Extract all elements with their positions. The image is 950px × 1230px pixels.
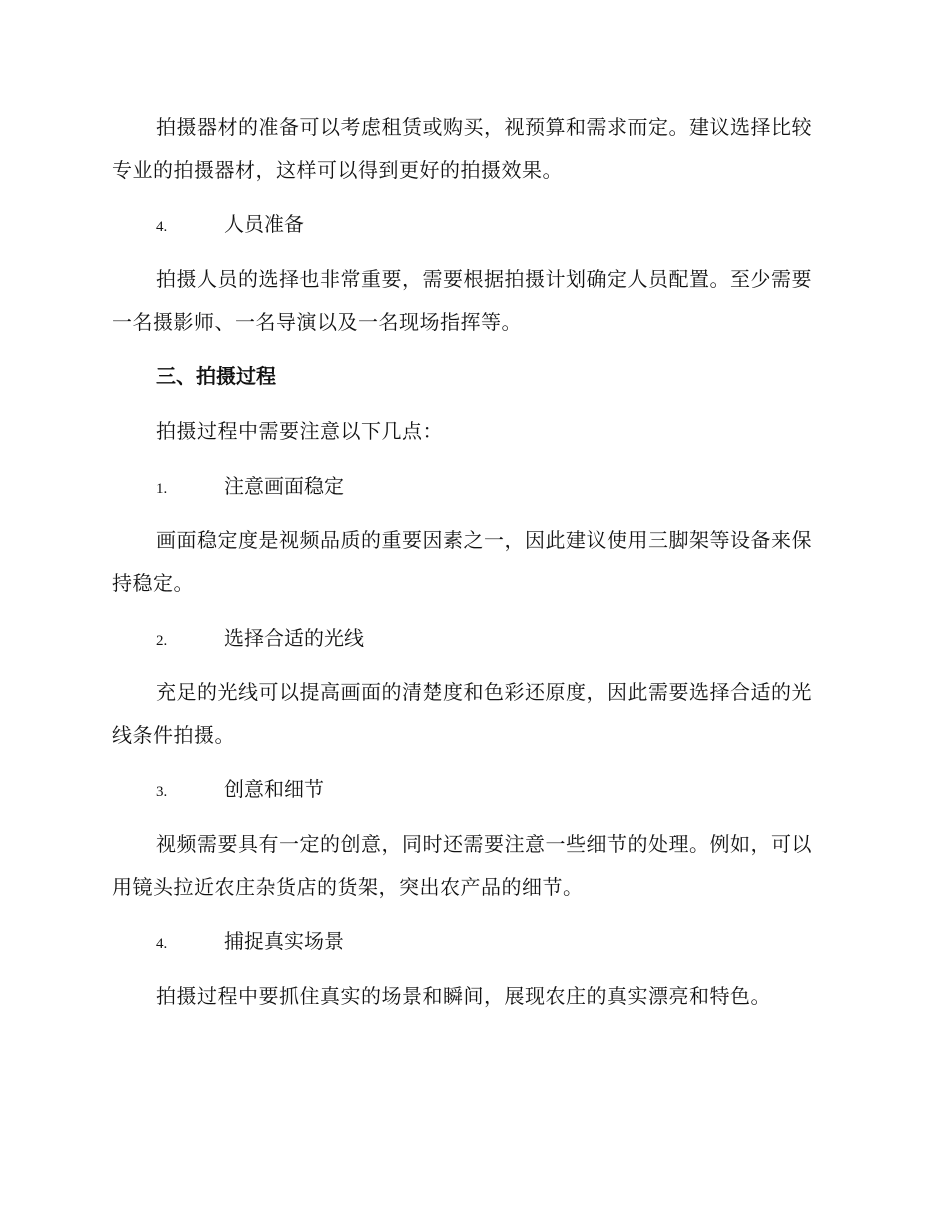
list-item-label: 注意画面稳定: [224, 474, 344, 498]
list-item-number: 4.: [156, 219, 168, 235]
list-item-number: 2.: [156, 633, 168, 649]
list-item-personnel: [156, 210, 304, 241]
paragraph-personnel: 拍摄人员的选择也非常重要，需要根据拍摄计划确定人员配置。至少需要一名摄影师、一名导演以及一名现场指挥等。: [112, 267, 812, 334]
list-item-lighting: [156, 624, 364, 655]
paragraph-stability: 画面稳定度是视频品质的重要因素之一，因此建议使用三脚架等设备来保持稳定。: [112, 528, 812, 595]
list-item-label: 人员准备: [224, 212, 304, 236]
list-item-number: 4.: [156, 936, 168, 952]
list-item-stability: [156, 472, 344, 503]
list-item-number: 1.: [156, 481, 168, 497]
list-item-label: 选择合适的光线: [224, 626, 364, 650]
list-item-label: 捕捉真实场景: [224, 929, 344, 953]
paragraph-real-scenes: 拍摄过程中要抓住真实的场景和瞬间，展现农庄的真实漂亮和特色。: [156, 984, 771, 1008]
paragraph-process-intro: 拍摄过程中需要注意以下几点：: [156, 419, 443, 443]
paragraph-lighting: 充足的光线可以提高画面的清楚度和色彩还原度，因此需要选择合适的光线条件拍摄。: [112, 680, 812, 747]
list-item-real-scenes: [156, 927, 344, 958]
list-item-creativity: [156, 775, 324, 806]
section-heading: 三、拍摄过程: [156, 364, 276, 388]
paragraph-equipment: 拍摄器材的准备可以考虑租赁或购买，视预算和需求而定。建议选择比较专业的拍摄器材，这样可以得到更好的拍摄效果。: [112, 115, 812, 182]
paragraph-creativity: 视频需要具有一定的创意，同时还需要注意一些细节的处理。例如，可以用镜头拉近农庄杂货店的货架，突出农产品的细节。: [112, 832, 812, 899]
list-item-label: 创意和细节: [224, 777, 324, 801]
list-item-number: 3.: [156, 784, 168, 800]
